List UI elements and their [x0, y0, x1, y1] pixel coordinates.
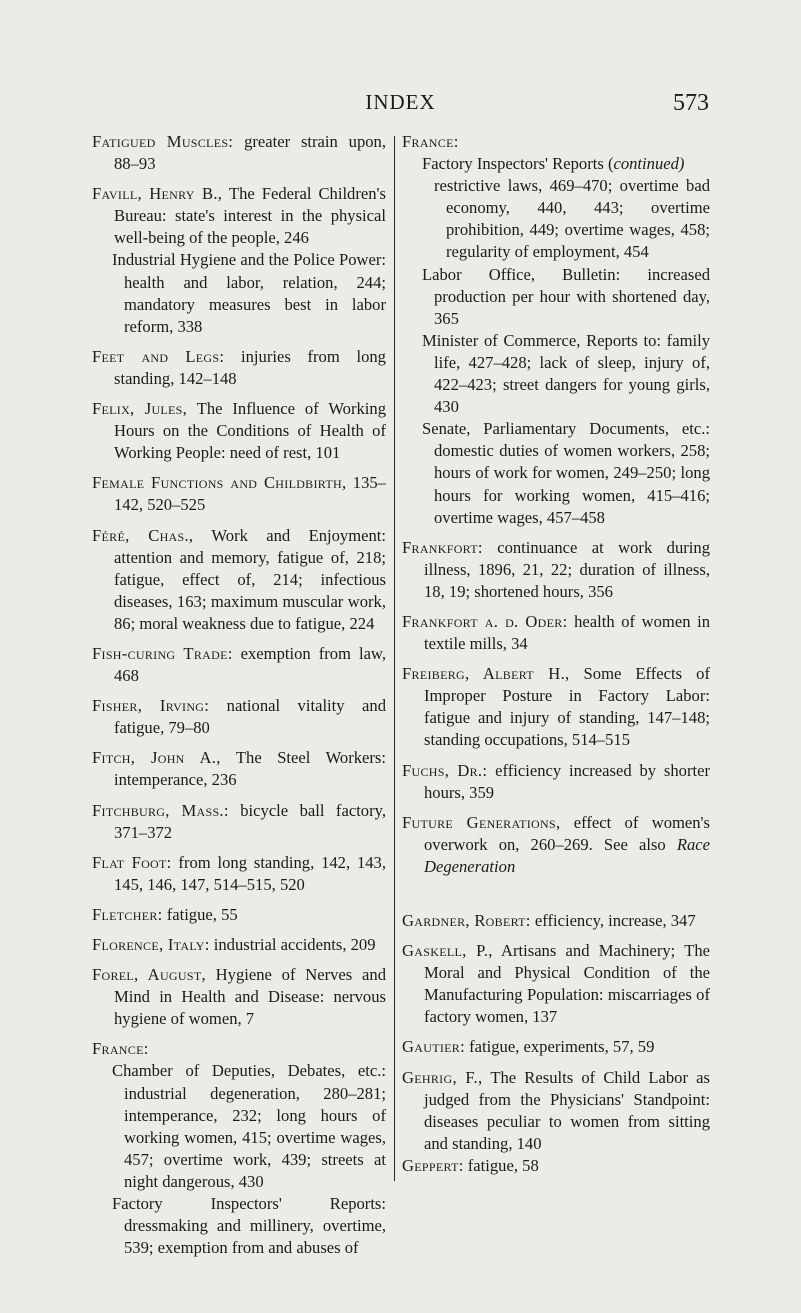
sub-entry: Labor Office, Bulletin: increased production per hour with shortened day, 365: [422, 264, 710, 328]
entry-text: health of women in textile mills, 34: [424, 611, 711, 654]
index-entry: [92, 346, 386, 390]
entry-heading: Fitchburg, Mass.:: [92, 800, 229, 820]
entry-heading: France:: [92, 1039, 149, 1059]
index-entry: [92, 183, 386, 249]
index-entry: [92, 525, 386, 635]
left-column: [92, 131, 386, 1267]
entry-text: industrial accidents, 209: [209, 935, 376, 954]
index-entry: [402, 1155, 710, 1177]
entry-text: efficiency, increase, 347: [530, 911, 696, 930]
index-entry: [402, 910, 710, 932]
entry-heading: Feet and Legs:: [92, 346, 225, 366]
page-number: 573: [673, 90, 709, 116]
index-entry: [92, 934, 386, 956]
index-entry: [92, 643, 386, 687]
entry-text: national vitality and fatigue, 79–80: [114, 696, 386, 738]
sub-entry: Factory Inspectors' Reports: dressmaking and millinery, overtime, 539; exemption from and abuses of: [112, 1194, 386, 1258]
entry-text: continuance at work during illness, 1896, 21, 22; duration of illness, 18, 19; shortened hours, 356: [424, 537, 710, 601]
running-title: INDEX: [365, 90, 436, 114]
sub-entry: [412, 153, 710, 175]
entry-text: The Steel Workers: intemperance, 236: [114, 748, 386, 790]
sub-entry: Minister of Commerce, Reports to: family life, 427–428; lack of sleep, injury of, 422–423; street dangers for young girls, 430: [422, 330, 710, 417]
sub-entry: Senate, Parliamentary Documents, etc.: domestic duties of women workers, 258; hours of work for women, 249–250; long hours for working women, 415–416; overtime wages, 457–458: [422, 419, 710, 527]
index-entry: [92, 695, 386, 739]
entry-heading: Flat Foot:: [92, 852, 172, 872]
entry-text: The Influence of Working Hours on the Conditions of Health of Working People: need of rest, 101: [114, 399, 387, 463]
index-entry: [402, 760, 710, 804]
index-entry: [92, 964, 386, 1030]
entry-heading: Florence, Italy:: [92, 935, 210, 954]
page-header: [0, 90, 801, 120]
sub-entry: Industrial Hygiene and the Police Power: health and labor, relation, 244; mandatory measures best in labor reform, 338: [112, 250, 386, 336]
sub-entry: restrictive laws, 469–470; overtime bad economy, 440, 443; overtime prohibition, 449; overtime wages, 458; regularity of employment, 454: [434, 176, 710, 262]
continued-note: continued): [613, 154, 685, 174]
index-entry: [92, 852, 386, 896]
entry-heading: Gehrig, F.,: [402, 1067, 483, 1087]
entry-heading: Gardner, Robert:: [402, 911, 531, 930]
entry-heading: Forel, August,: [92, 965, 206, 985]
entry-text: The Results of Child Labor as judged from the Physicians' Standpoint: diseases peculiar to women from sitting and standing, 140: [424, 1067, 710, 1153]
entry-heading: Gautier:: [402, 1037, 465, 1057]
entry-text: Some Effects of Improper Posture in Factory Labor: fatigue and injury of standing, 147–148; standing occupations, 514–515: [424, 664, 710, 750]
index-entry: [92, 747, 386, 791]
entry-text: fatigue, 58: [463, 1155, 539, 1175]
entry-text: greater strain upon, 88–93: [114, 132, 387, 174]
sub-entry: Chamber of Deputies, Debates, etc.: industrial degeneration, 280–281; intemperance, 232; long hours of working women, 415; overtime wages, 457; overtime work, 439; streets at night dangerous, 430: [112, 1061, 386, 1191]
entry-heading: Frankfort a. d. Oder:: [402, 611, 568, 631]
entry-heading: Féré, Chas.,: [92, 525, 194, 545]
entry-heading: Female Functions and Childbirth,: [92, 473, 347, 493]
index-entry: [92, 1038, 386, 1060]
entry-text: Hygiene of Nerves and Mind in Health and Disease: nervous hygiene of women, 7: [114, 965, 386, 1029]
entry-text: Artisans and Machinery; The Moral and Physical Condition of the Manufacturing Population: miscarriages of factory women, 137: [424, 941, 711, 1027]
entry-heading: Frankfort:: [402, 537, 483, 557]
entry-text: fatigue, 55: [162, 904, 238, 924]
index-entry: [92, 904, 386, 926]
index-entry: [402, 663, 710, 751]
index-entry: [402, 537, 710, 603]
index-entry: [92, 131, 386, 175]
entry-text: bicycle ball factory, 371–372: [114, 800, 386, 842]
entry-heading: France:: [402, 132, 459, 151]
right-column: [402, 131, 710, 1185]
entry-heading: Favill, Henry B.,: [92, 184, 223, 204]
sub-entries: [92, 1060, 386, 1259]
index-entry: [402, 812, 710, 878]
entry-text: fatigue, experiments, 57, 59: [465, 1037, 655, 1057]
index-entry: [92, 472, 386, 516]
entry-heading: Future Generations,: [402, 812, 561, 832]
sub-entries: [92, 249, 386, 337]
index-entry: [402, 611, 710, 655]
entry-heading: Fatigued Muscles:: [92, 132, 234, 151]
entry-heading: Fletcher:: [92, 904, 163, 924]
entry-text: exemption from law, 468: [114, 643, 386, 686]
index-entry: [402, 940, 710, 1028]
entry-text: from long standing, 142, 143, 145, 146, 147, 514–515, 520: [114, 852, 386, 894]
entry-text: injuries from long standing, 142–148: [114, 346, 386, 388]
entry-heading: Gaskell, P.,: [402, 941, 493, 961]
entry-text: 135–142, 520–525: [114, 473, 386, 515]
entry-heading: Felix, Jules,: [92, 399, 188, 419]
index-entry: [92, 398, 386, 464]
entry-heading: Fitch, John A.,: [92, 748, 221, 768]
index-entry: [92, 800, 386, 844]
index-entry: [402, 131, 710, 153]
entry-heading: Fish-curing Trade:: [92, 643, 233, 663]
sub-entry-text: Factory Inspectors' Reports (: [422, 154, 614, 174]
entry-text: The Federal Children's Bureau: state's interest in the physical well-being of the people, 246: [114, 184, 386, 248]
index-entry: [402, 1067, 710, 1155]
index-entry: [402, 1036, 710, 1058]
entry-heading: Geppert:: [402, 1155, 464, 1175]
entry-heading: Fuchs, Dr.:: [402, 760, 488, 780]
entry-heading: Freiberg, Albert H.,: [402, 664, 570, 684]
letter-gap: [402, 886, 710, 910]
entry-text: efficiency increased by shorter hours, 359: [424, 760, 710, 802]
column-rule: [394, 136, 395, 1181]
entry-text: effect of women's overwork on, 260–269. See also: [424, 812, 711, 854]
sub-entries: [402, 153, 710, 529]
cross-reference: Race Degeneration: [424, 834, 710, 876]
entry-heading: Fisher, Irving:: [92, 696, 210, 716]
entry-text: Work and Enjoyment: attention and memory, fatigue of, 218; fatigue, effect of, 214; infectious diseases, 163; maximum muscular work, 86; moral weakness due to fatigue, 224: [114, 525, 386, 633]
